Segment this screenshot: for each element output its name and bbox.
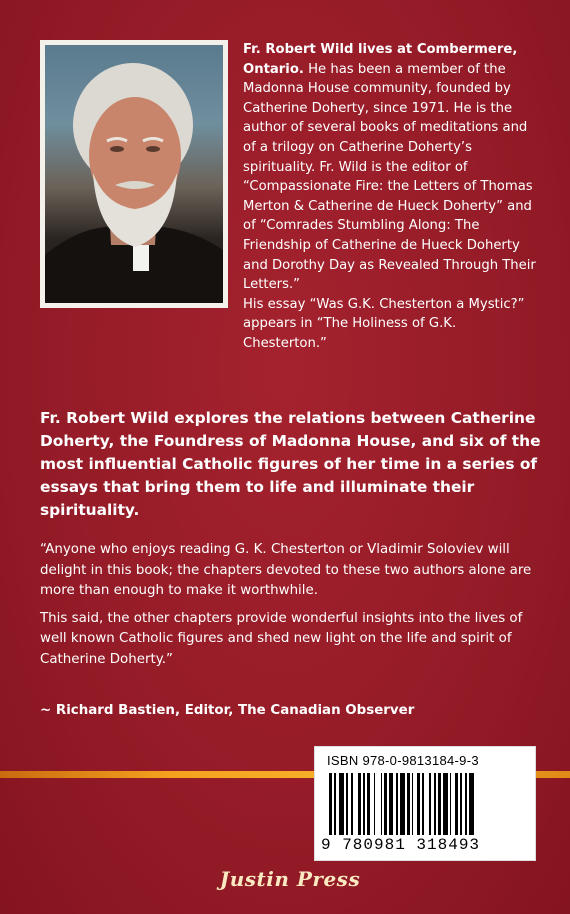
bio-lead: Fr. Robert Wild lives at Combermere, Ontario. xyxy=(243,42,518,77)
barcode-bar xyxy=(351,773,353,835)
barcode-bar xyxy=(363,773,365,835)
barcode-bar xyxy=(367,773,370,835)
isbn-label: ISBN 978-0-9813184-9-3 xyxy=(327,753,479,768)
barcode-bar xyxy=(450,773,452,835)
bio-text: He has been a member of the Madonna House community, founded by Catherine Doherty, since 1971. He is the author of several books of meditations and of a trilogy on Catherine Doherty’s spirituality. Fr. Wild is the editor of “Compassionate Fire: the Letters of Thomas Merton & Catherine de Hueck Doherty” and of “Comrades Stumbling Along: The Friendship of Catherine de Hueck Doherty and Dorothy Day as Revealed Through Their Letters.” xyxy=(243,61,536,293)
barcode-bar xyxy=(412,773,414,835)
barcode-bar xyxy=(346,773,348,835)
barcode-bar xyxy=(396,773,398,835)
quote-paragraph-1: “Anyone who enjoys reading G. K. Chesterton or Vladimir Soloviev will delight in this book; the chapters devoted to these two authors alone are more than enough to make it worthwhile. xyxy=(40,542,532,598)
barcode-bar xyxy=(434,773,436,835)
barcode-bar xyxy=(374,773,376,835)
author-photo xyxy=(45,45,223,303)
review-quote xyxy=(40,540,545,677)
barcode-bar xyxy=(443,773,448,835)
barcode-bar xyxy=(329,773,332,835)
barcode-bar xyxy=(389,773,392,835)
quote-attribution: ~ Richard Bastien, Editor, The Canadian Observer xyxy=(40,703,415,718)
barcode-bar xyxy=(438,773,441,835)
barcode-bar xyxy=(417,773,420,835)
barcode-bar xyxy=(381,773,383,835)
author-bio xyxy=(243,40,543,354)
author-photo-frame xyxy=(40,40,228,308)
bio-essay: His essay “Was G.K. Chesterton a Mystic?” appears in “The Holiness of G.K. Chesterton.” xyxy=(243,296,525,351)
barcode-bar xyxy=(460,773,462,835)
quote-paragraph-2: This said, the other chapters provide wonderful insights into the lives of well known Catholic figures and shed new light on the life and spirit of Catherine Doherty.” xyxy=(40,610,523,667)
barcode-bar xyxy=(465,773,467,835)
author-portrait-illustration xyxy=(45,45,223,303)
barcode-digits: 9 780981 318493 xyxy=(321,836,481,854)
barcode-bar xyxy=(429,773,431,835)
barcode-bar xyxy=(334,773,336,835)
barcode-bar xyxy=(358,773,361,835)
barcode-bar xyxy=(422,773,424,835)
publisher-logo: Justin Press xyxy=(219,867,361,891)
barcode-bar xyxy=(339,773,344,835)
barcode-bar xyxy=(384,773,387,835)
barcode-bar xyxy=(407,773,410,835)
barcode-bars xyxy=(329,773,525,835)
barcode-bar xyxy=(469,773,474,835)
barcode-bar xyxy=(455,773,458,835)
book-summary: Fr. Robert Wild explores the relations between Catherine Doherty, the Foundress of Madonna House, and six of the most influential Catholic figures of her time in a series of essays that bring them to life and illuminate their spirituality. xyxy=(40,409,541,519)
isbn-barcode xyxy=(314,746,536,861)
barcode-bar xyxy=(400,773,405,835)
